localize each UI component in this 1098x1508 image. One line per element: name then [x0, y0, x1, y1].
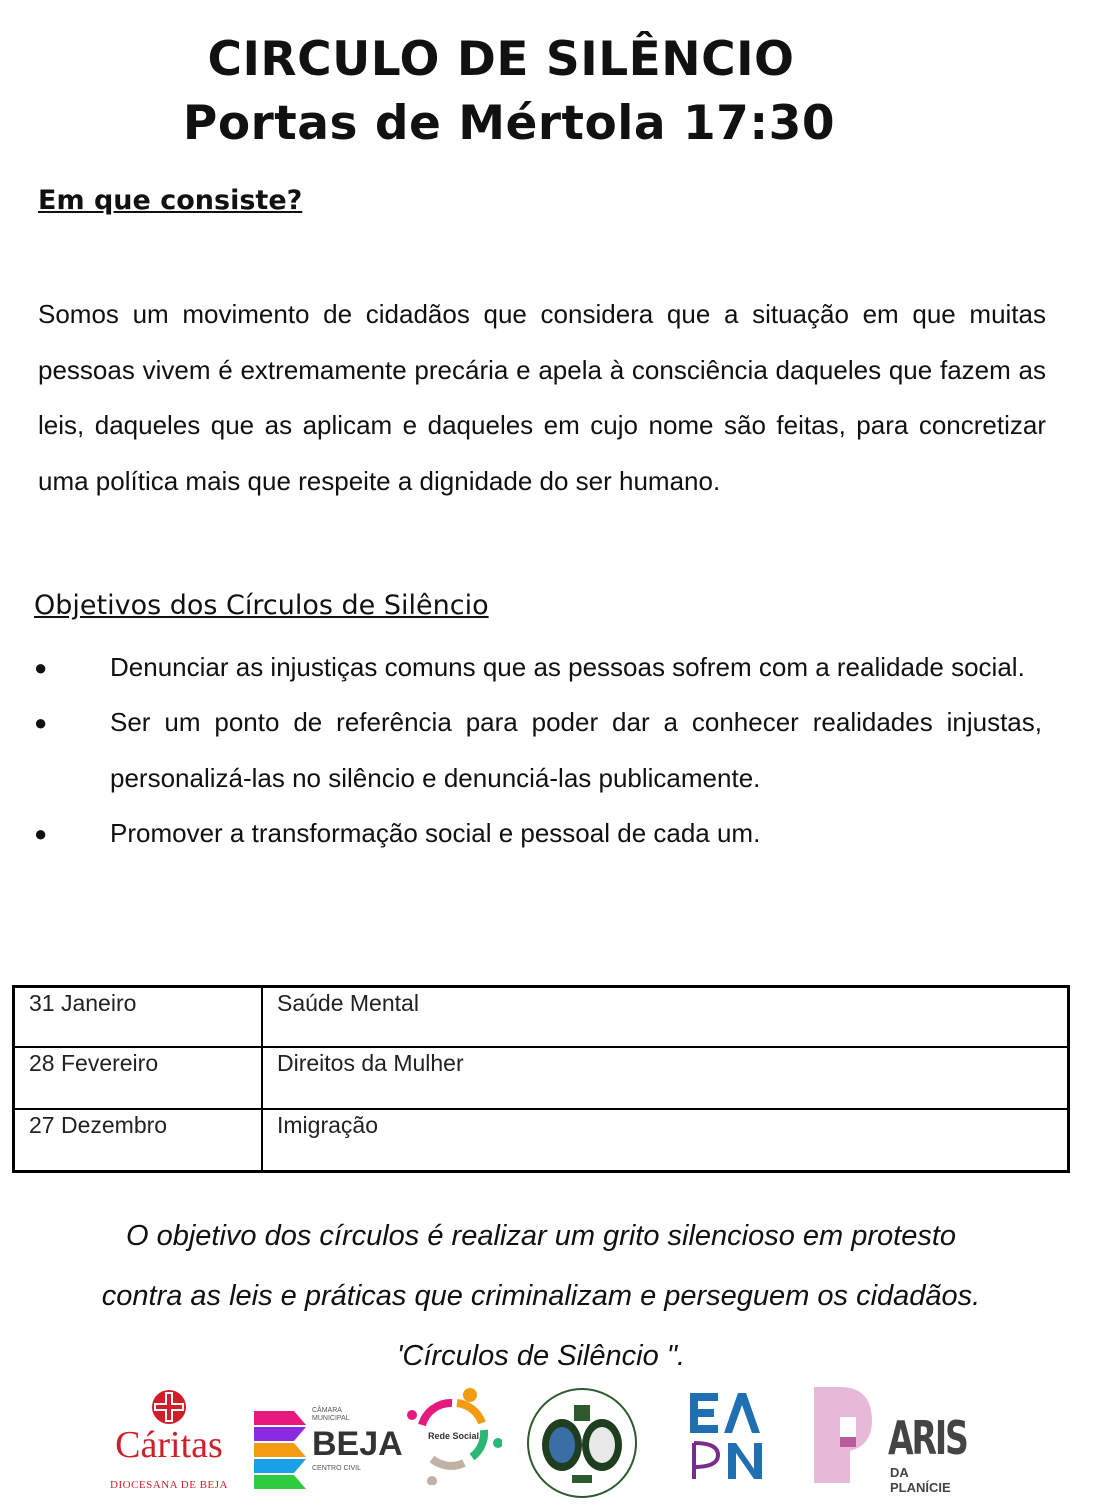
closing-statement — [0, 1206, 1082, 1386]
santa-casa-seal-icon — [512, 1385, 652, 1503]
list-item — [34, 640, 1042, 695]
table-row — [14, 987, 1069, 1048]
table-row — [14, 1047, 1069, 1109]
section-heading-objectives: Objetivos dos Círculos de Silêncio — [34, 590, 489, 621]
eapn-mark-icon — [684, 1393, 770, 1493]
rede-social-name: Rede Social — [428, 1431, 480, 1441]
aris-logo — [810, 1385, 967, 1503]
schedule-date: 27 Dezembro — [14, 1109, 263, 1172]
partner-logos — [0, 1385, 1098, 1503]
closing-line-2: contra as leis e práticas que criminalizam e perseguem os cidadãos. — [101, 1280, 981, 1312]
title-line-2: Portas de Mértola 17:30 — [182, 96, 836, 151]
intro-paragraph: Somos um movimento de cidadãos que considera que a situação em que muitas pessoas vivem é extremamente precária e apela à consciência daqueles que fazem as leis, daqueles que as aplicam e daqueles em cujo nome são feitas, para concretizar uma política mais que respeite a dignidade do ser humano. — [38, 299, 1046, 496]
closing-line-1: O objetivo dos círculos é realizar um grito silencioso em protesto — [125, 1220, 957, 1252]
bullet-icon: ● — [34, 655, 48, 680]
schedule-topic: Saúde Mental — [262, 987, 1069, 1048]
caritas-cross-icon — [104, 1385, 234, 1425]
list-item — [34, 695, 1042, 806]
list-item-text: Denunciar as injustiças comuns que as pessoas sofrem com a realidade social. — [110, 652, 1025, 682]
list-item-text: Promover a transformação social e pessoal de cada um. — [110, 817, 761, 848]
section-heading-what: Em que consiste? — [38, 185, 303, 216]
eapn-logo — [684, 1385, 770, 1503]
aris-mark-icon — [810, 1387, 880, 1487]
aris-name: ARIS — [888, 1411, 967, 1465]
closing-line-3: 'Círculos de Silêncio ". — [396, 1340, 686, 1372]
beja-name: BEJA — [312, 1425, 403, 1463]
aris-sub: DA PLANÍCIE — [890, 1465, 951, 1495]
document-title — [0, 28, 1098, 156]
caritas-sub: DIOCESANA DE BEJA — [110, 1479, 228, 1491]
beja-logo — [250, 1385, 403, 1503]
rede-social-logo — [402, 1385, 502, 1503]
schedule-topic: Direitos da Mulher — [262, 1047, 1069, 1109]
santa-casa-logo — [512, 1385, 652, 1503]
bullet-icon: ● — [34, 710, 48, 736]
schedule-date: 31 Janeiro — [14, 987, 263, 1048]
schedule-date: 28 Fevereiro — [14, 1047, 263, 1109]
list-item-text: Ser um ponto de referência para poder dar a conhecer realidades injustas, personalizá-las no silêncio e denunciá-las publicamente. — [110, 707, 1042, 793]
title-line-1: CIRCULO DE SILÊNCIO — [207, 32, 795, 87]
schedule-topic: Imigração — [262, 1109, 1069, 1172]
beja-bottom-text: CENTRO CIVIL — [312, 1465, 362, 1472]
caritas-logo — [104, 1385, 234, 1503]
beja-top-text: CÂMARA MUNICIPAL — [312, 1407, 350, 1422]
schedule-table — [12, 985, 1070, 1173]
caritas-name: Cáritas — [115, 1424, 223, 1466]
beja-mark-icon — [254, 1411, 314, 1491]
table-row — [14, 1109, 1069, 1172]
bullet-icon: ● — [34, 820, 48, 846]
objectives-list — [34, 640, 1042, 861]
list-item — [34, 806, 1042, 861]
